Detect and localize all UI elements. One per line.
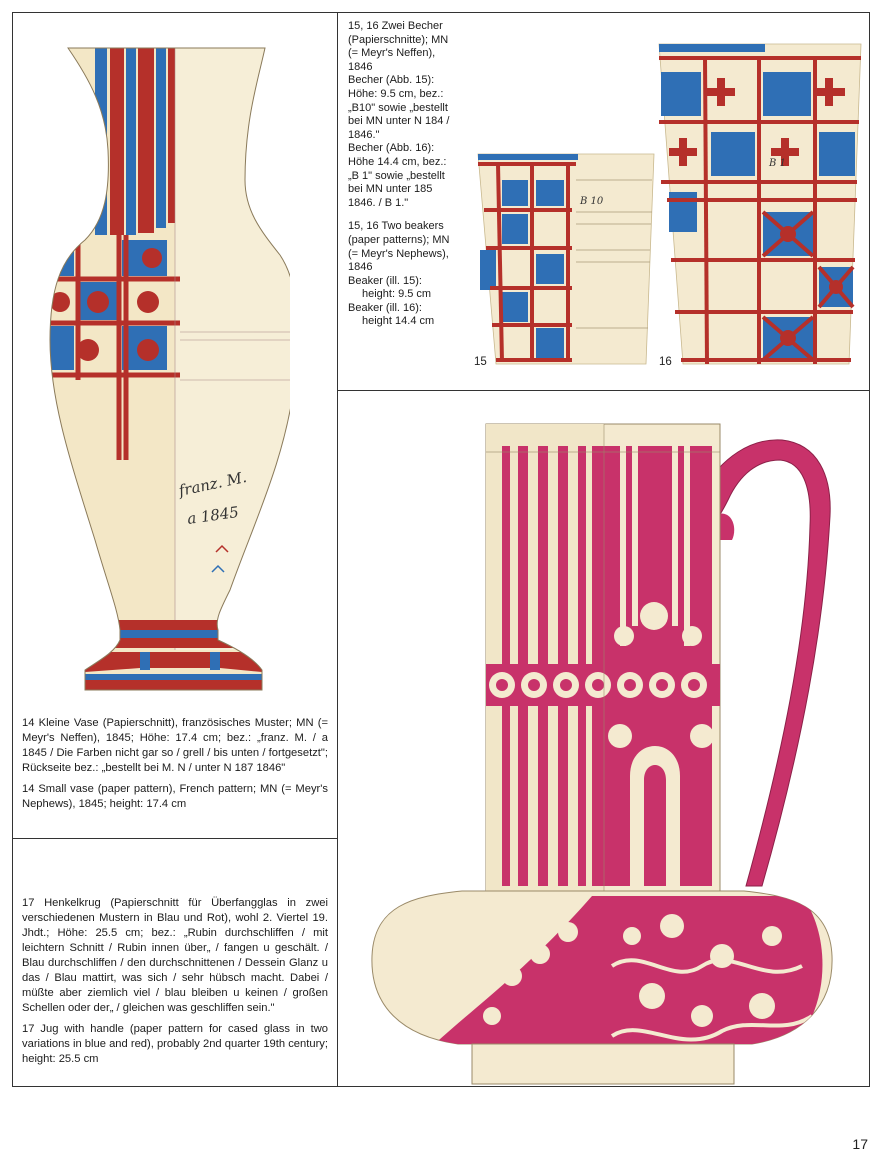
caption-17-german: 17 Henkelkrug (Papierschnitt für Überfangglas in zwei verschiedenen Mustern in Blau und Rot), wohl 2. Viertel 19. Jhdt.; Höhe: 25.5 cm; bez.: „Rubin durchschliffen / mit leichtern Schnitt / Rubin innen über„ / fangen u geschält. / Blau durchschliffen / den durchschnittenen / Dessein Glanz u das / Blau mattirt, was sich / sehr hübsch macht. Dabei / müßte aber ziemlich viel / blau bleiben u keinen / großen Schellen oder der„ / gleichen was geschliffen sein." xyxy=(22,897,328,1014)
label-figure-15: 15 xyxy=(474,356,487,368)
caption-14-german: 14 Kleine Vase (Papierschnitt), französisches Muster; MN (= Meyr's Neffen), 1845; Höhe: 17.4 cm; bez.: „franz. M. / a 1845 / Die Farben nicht gar so / grell / bis unten / fortgesetzt"; Rückseite bez.: „bestellt bei M. N / unter N 187 1846" xyxy=(22,717,328,774)
caption-15-16-german: 15, 16 Zwei Becher (Papierschnitte); MN (= Meyr's Neffen), 1846 Becher (Abb. 15): Höhe: 9.5 cm, bez.: „B10" sowie „bestellt bei MN unter N 184 / 1846." Becher (Abb. 16): Höhe 14.4 cm, bez.: „B 1" sowie „bestellt bei MN unter 185 1846. / B 1." xyxy=(348,20,450,209)
caption-figure-15-16 xyxy=(348,20,474,329)
caption-14-english: 14 Small vase (paper pattern), French pattern; MN (= Meyr's Nephews), 1845; height: 17.4 cm xyxy=(22,783,328,810)
label-figure-16: 16 xyxy=(659,356,672,368)
vase-inscription-line1: franz. M. xyxy=(177,467,249,500)
divider-top-right xyxy=(337,390,870,391)
beaker-16-mark: B 1 xyxy=(769,158,786,169)
caption-figure-17 xyxy=(22,896,328,1073)
divider-vertical xyxy=(337,12,338,1087)
caption-figure-14 xyxy=(22,716,328,818)
caption-15-16-english: 15, 16 Two beakers (paper patterns); MN (= Meyr's Nephews), 1846 Beaker (ill. 15): height: 9.5 cm Beaker (ill. 16): height 14.4 cm xyxy=(348,220,450,328)
beaker-15-mark: B 10 xyxy=(580,196,604,207)
figure-17-jug xyxy=(362,416,852,1096)
figure-14-vase xyxy=(40,40,290,700)
figure-15-beaker xyxy=(476,150,656,370)
divider-left xyxy=(12,838,337,839)
caption-17-english: 17 Jug with handle (paper pattern for cased glass in two variations in blue and red), probably 2nd quarter 19th century; height: 25.5 cm xyxy=(22,1023,328,1065)
page-number: 17 xyxy=(852,1136,868,1152)
vase-inscription-line2: a 1845 xyxy=(186,502,240,528)
figure-16-beaker xyxy=(657,42,863,368)
